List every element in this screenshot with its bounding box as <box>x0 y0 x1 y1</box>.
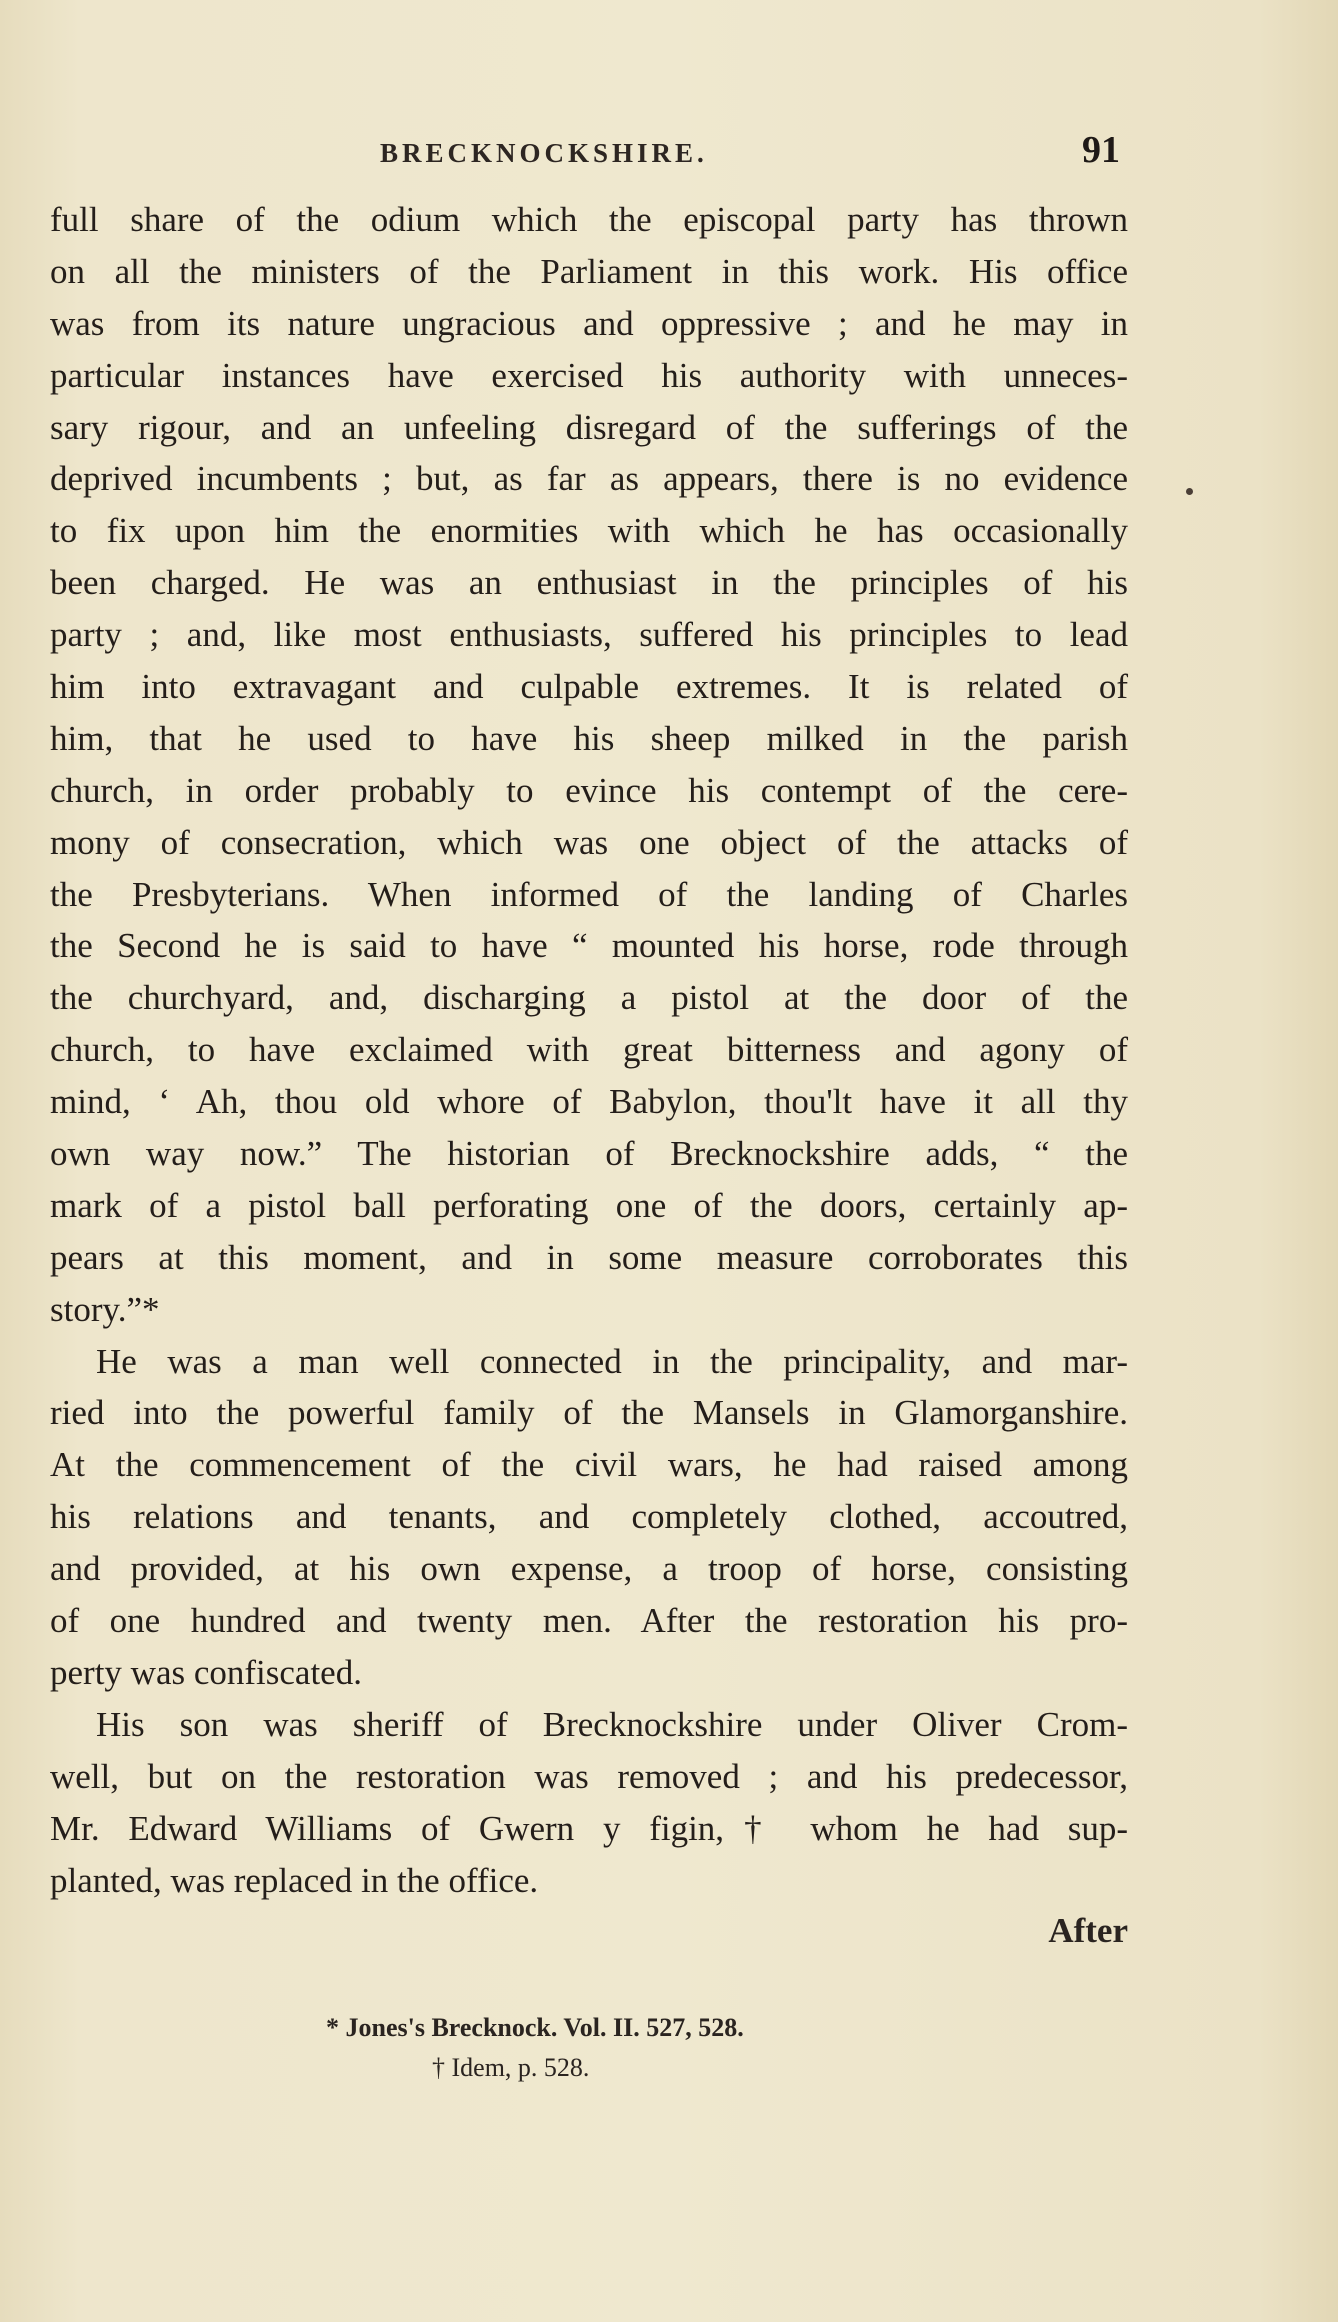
text-line: Mr. Edward Williams of Gwern y figin,† whom he had sup- <box>50 1808 1128 1848</box>
text-line: deprived incumbents ; but, as far as appears, there is no evidence <box>50 459 1128 499</box>
footnote-1: * Jones's Brecknock. Vol. II. 527, 528. <box>326 2013 744 2042</box>
page-header <box>60 129 1120 174</box>
text-line: of one hundred and twenty men. After the restoration his pro- <box>50 1601 1128 1641</box>
text-line: own way now.” The historian of Brecknockshire adds, “ the <box>50 1134 1128 1174</box>
text-line: perty was confiscated. <box>50 1652 362 1692</box>
text-line: mony of consecration, which was one object of the attacks of <box>50 822 1128 862</box>
paragraph-2 <box>50 1336 1128 1699</box>
text-line: party ; and, like most enthusiasts, suffered his principles to lead <box>50 615 1128 655</box>
paragraph-1 <box>50 194 1128 1336</box>
text-line: the Presbyterians. When informed of the landing of Charles <box>50 874 1128 914</box>
running-head: BRECKNOCKSHIRE. <box>380 138 708 168</box>
text-line: church, to have exclaimed with great bitterness and agony of <box>50 1030 1128 1070</box>
text-line: ried into the powerful family of the Mansels in Glamorganshire. <box>50 1393 1128 1433</box>
page-number: 91 <box>1082 129 1120 171</box>
text-line: particular instances have exercised his authority with unneces- <box>50 355 1128 395</box>
footnotes <box>0 2008 1338 2088</box>
paragraph-3 <box>50 1699 1128 1907</box>
text-line: He was a man well connected in the principality, and mar- <box>96 1341 1128 1381</box>
text-line: his relations and tenants, and completely clothed, accoutred, <box>50 1497 1128 1537</box>
text-line: His son was sheriff of Brecknockshire under Oliver Crom- <box>96 1704 1128 1744</box>
catchword-row <box>50 1906 1128 1956</box>
text-line: planted, was replaced in the office. <box>50 1860 539 1900</box>
text-line: to fix upon him the enormities with which he has occasionally <box>50 511 1128 551</box>
body-text <box>50 194 1128 1956</box>
text-line: At the commencement of the civil wars, he had raised among <box>50 1445 1128 1485</box>
text-line: church, in order probably to evince his contempt of the cere- <box>50 770 1128 810</box>
catchword: After <box>1048 1911 1128 1951</box>
text-line: was from its nature ungracious and oppressive ; and he may in <box>50 303 1128 343</box>
text-line: well, but on the restoration was removed ; and his predecessor, <box>50 1756 1128 1796</box>
text-line: him, that he used to have his sheep milked in the parish <box>50 718 1128 758</box>
text-line: the Second he is said to have “ mounted his horse, rode through <box>50 926 1128 966</box>
text-line: pears at this moment, and in some measure corroborates this <box>50 1237 1128 1277</box>
text-line: sary rigour, and an unfeeling disregard of the sufferings of the <box>50 407 1128 447</box>
text-line: story.”* <box>50 1289 160 1329</box>
margin-ink-dot <box>1186 488 1193 495</box>
text-line: been charged. He was an enthusiast in the principles of his <box>50 563 1128 603</box>
footnote-2: † Idem, p. 528. <box>432 2053 590 2082</box>
text-line: on all the ministers of the Parliament in this work. His office <box>50 251 1128 291</box>
text-line: mind, ‘ Ah, thou old whore of Babylon, thou'lt have it all thy <box>50 1082 1128 1122</box>
text-line: mark of a pistol ball perforating one of the doors, certainly ap- <box>50 1185 1128 1225</box>
text-line: and provided, at his own expense, a troop of horse, consisting <box>50 1549 1128 1589</box>
text-line: the churchyard, and, discharging a pistol at the door of the <box>50 978 1128 1018</box>
text-line: full share of the odium which the episcopal party has thrown <box>50 200 1128 239</box>
text-line: him into extravagant and culpable extremes. It is related of <box>50 667 1128 707</box>
